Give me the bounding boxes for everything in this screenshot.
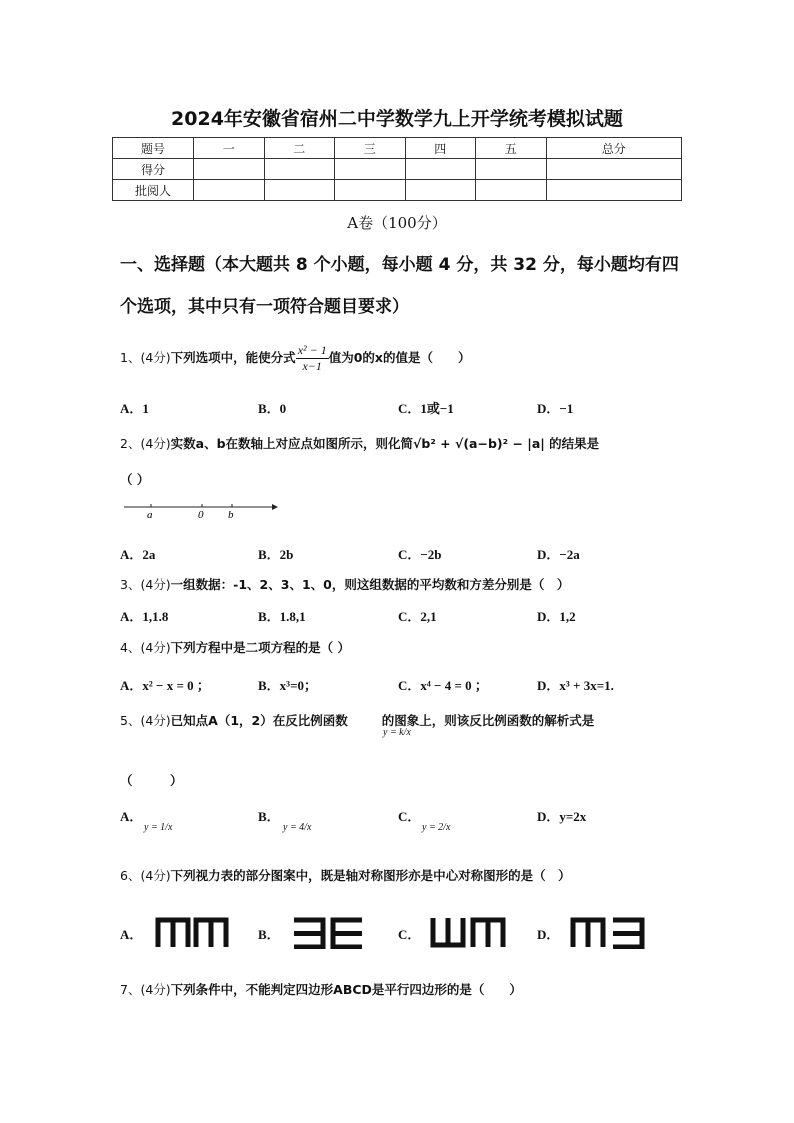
question-text: 实数a、b在数轴上对应点如图所示，则化简√b² + √(a−b)² − |a| 的结果是	[170, 436, 600, 451]
question-text: 下列方程中是二项方程的是（ ）	[170, 640, 351, 655]
answer-bracket: （ ）	[120, 472, 150, 487]
option-c[interactable]: C．x⁴ − 4 = 0 ；	[398, 678, 488, 693]
answer-bracket: （ ）	[120, 773, 183, 788]
question-text: 下列条件中，不能判定四边形ABCD是平行四边形的是（ ）	[170, 982, 522, 997]
option-b[interactable]: B．1.8,1	[258, 609, 306, 624]
question-text: 下列选项中，能使分式	[170, 350, 296, 365]
table-row	[113, 159, 682, 180]
question-number: 3、(4分)	[120, 577, 171, 592]
question-text: 的图象上，则该反比例函数的解析式是	[381, 713, 595, 728]
table-cell	[264, 180, 335, 201]
axis-label-a: a	[147, 509, 153, 520]
option-d[interactable]: D．	[537, 927, 560, 942]
axis-label-b: b	[228, 509, 234, 520]
option-c[interactable]: C．	[398, 927, 421, 942]
question-text: 一组数据：-1、2、3、1、0，则这组数据的平均数和方差分别是（ ）	[170, 577, 570, 592]
option-c[interactable]: C．−2b	[398, 547, 442, 562]
eye-chart-m3-icon	[570, 915, 648, 949]
option-a[interactable]: A．x² − x = 0 ；	[120, 678, 210, 693]
question-1	[120, 343, 470, 374]
option-a[interactable]: A．1	[120, 401, 149, 416]
score-table	[112, 137, 682, 201]
question-number: 7、(4分)	[120, 982, 171, 997]
arrow-icon	[272, 504, 278, 510]
table-cell	[546, 180, 682, 201]
table-cell	[194, 159, 265, 180]
eye-chart-3e-icon	[292, 915, 368, 949]
question-number: 1、(4分)	[120, 350, 171, 365]
table-cell: 四	[405, 138, 476, 159]
function-expression: y = k/x	[383, 727, 411, 738]
option-a[interactable]: A．1,1.8	[120, 609, 169, 624]
option-d[interactable]: D．−1	[537, 401, 574, 416]
table-cell	[405, 180, 476, 201]
option-c[interactable]: C．1或−1	[398, 401, 454, 416]
question-7	[120, 980, 522, 998]
option-d[interactable]: D．x³ + 3x=1.	[537, 678, 614, 693]
question-number: 5、(4分)	[120, 713, 171, 728]
option-c[interactable]: C．2,1	[398, 609, 437, 624]
section-heading: 一、选择题（本大题共 8 个小题，每小题 4 分，共 32 分，每小题均有四个选项，其中只有一项符合题目要求）	[120, 255, 679, 317]
table-cell: 二	[264, 138, 335, 159]
number-line	[120, 498, 280, 520]
option-c-fraction: y = 2/x	[422, 822, 451, 833]
option-a-fraction: y = 1/x	[144, 822, 173, 833]
question-text: 下列视力表的部分图案中，既是轴对称图形亦是中心对称图形的是（ ）	[170, 868, 571, 883]
option-d[interactable]: D．1,2	[537, 609, 576, 624]
question-text: 值为0的x的值是（ ）	[328, 350, 471, 365]
option-b[interactable]: B．2b	[258, 547, 294, 562]
table-cell: 五	[476, 138, 547, 159]
denominator: x−1	[302, 359, 322, 373]
option-b[interactable]: B．	[258, 927, 280, 942]
table-cell: 三	[335, 138, 406, 159]
question-6	[120, 866, 571, 884]
question-4	[120, 638, 350, 656]
page-title: 2024年安徽省宿州二中学数学九上开学统考模拟试题	[171, 108, 623, 130]
option-a[interactable]: A．	[120, 927, 143, 942]
eye-chart-mm-icon	[155, 915, 231, 949]
fraction	[296, 343, 329, 374]
option-c[interactable]: C．	[398, 809, 421, 824]
numerator: x² − 1	[297, 343, 327, 357]
table-cell	[476, 159, 547, 180]
table-cell	[476, 180, 547, 201]
question-number: 6、(4分)	[120, 868, 171, 883]
table-cell: 得分	[113, 159, 194, 180]
eye-chart-wm-icon	[430, 915, 508, 949]
table-cell: 批阅人	[113, 180, 194, 201]
axis-label-0: 0	[198, 509, 204, 520]
question-number: 2、(4分)	[120, 436, 171, 451]
question-text: 已知点A（1，2）在反比例函数	[170, 713, 348, 728]
table-cell: 题号	[113, 138, 194, 159]
table-row	[113, 180, 682, 201]
option-d[interactable]: D．−2a	[537, 547, 580, 562]
option-b[interactable]: B．0	[258, 401, 287, 416]
table-cell	[264, 159, 335, 180]
question-number: 4、(4分)	[120, 640, 171, 655]
paper-label: A卷（100分）	[347, 214, 447, 232]
table-row	[113, 138, 682, 159]
option-a[interactable]: A．2a	[120, 547, 156, 562]
option-a[interactable]: A．	[120, 809, 143, 824]
option-b[interactable]: B．	[258, 809, 280, 824]
option-b[interactable]: B．x³=0；	[258, 678, 317, 693]
table-cell	[335, 180, 406, 201]
table-cell: 总分	[546, 138, 682, 159]
table-cell: 一	[194, 138, 265, 159]
option-b-fraction: y = 4/x	[283, 822, 312, 833]
table-cell	[546, 159, 682, 180]
table-cell	[335, 159, 406, 180]
question-5	[120, 711, 594, 729]
question-2	[120, 434, 599, 452]
option-d[interactable]: D．y=2x	[537, 809, 587, 824]
question-3	[120, 575, 569, 593]
table-cell	[194, 180, 265, 201]
table-cell	[405, 159, 476, 180]
